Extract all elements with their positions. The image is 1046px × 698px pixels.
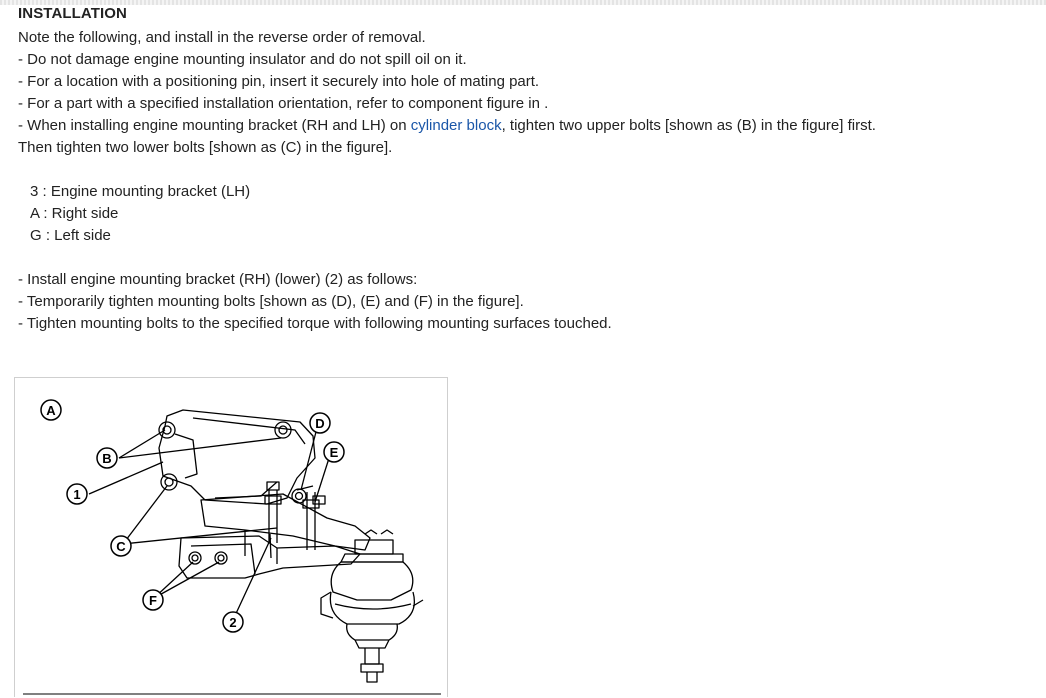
- legend-item-3: 3 : Engine mounting bracket (LH): [30, 183, 251, 200]
- section-title: INSTALLATION: [18, 5, 127, 22]
- rh-step-temporary: - Temporarily tighten mounting bolts [shown as (D), (E) and (F) in the figure].: [18, 293, 524, 310]
- note-bracket-prefix: - When installing engine mounting bracket (RH and LH) on: [18, 117, 411, 134]
- rh-step-torque: - Tighten mounting bolts to the specified torque with following mounting surfaces touched.: [18, 315, 612, 332]
- bracket-stay: [201, 494, 370, 550]
- legend-item-a: A : Right side: [30, 205, 119, 222]
- upper-bracket-outline: [159, 410, 315, 504]
- callout-b-label: B: [102, 451, 112, 466]
- callout-two-label: 2: [229, 615, 237, 630]
- mount-insulator: [321, 530, 423, 682]
- callout-e-label: E: [329, 445, 339, 460]
- callout-f-label: F: [149, 593, 157, 608]
- callout-c-label: C: [116, 539, 126, 554]
- note-positioning-pin: - For a location with a positioning pin, insert it securely into hole of mating part.: [18, 73, 540, 90]
- legend-item-g: G : Left side: [30, 227, 111, 244]
- intro-text: Note the following, and install in the reverse order of removal.: [18, 29, 426, 46]
- callout-one-label: 1: [73, 487, 81, 502]
- callout-a-label: A: [46, 403, 56, 418]
- note-orientation: - For a part with a specified installation orientation, refer to component figure in .: [18, 95, 549, 112]
- note-bracket-continuation: Then tighten two lower bolts [shown as (C) in the figure].: [18, 139, 393, 156]
- callout-d-label: D: [315, 416, 325, 431]
- installation-section: [18, 0, 1038, 335]
- rh-step-install: - Install engine mounting bracket (RH) (lower) (2) as follows:: [18, 271, 418, 288]
- engine-bracket-figure: [14, 377, 448, 697]
- note-insulator: - Do not damage engine mounting insulator and do not spill oil on it.: [18, 51, 467, 68]
- bracket-drawing: [15, 378, 449, 698]
- note-bracket: [18, 115, 1038, 137]
- note-bracket-suffix: , tighten two upper bolts [shown as (B) in the figure] first.: [501, 117, 876, 134]
- cylinder-block-link[interactable]: cylinder block: [410, 117, 502, 134]
